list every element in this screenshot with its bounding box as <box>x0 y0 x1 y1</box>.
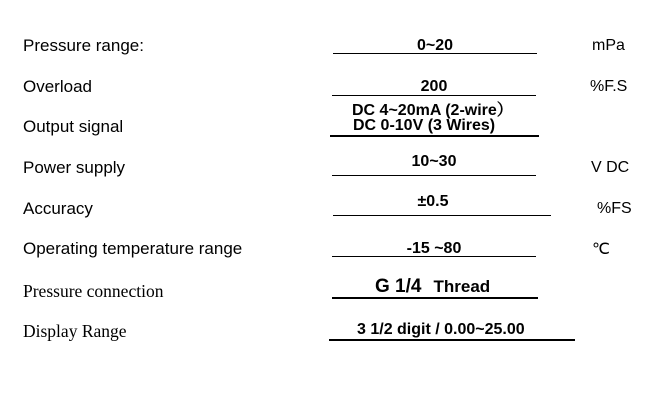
power-supply-underline <box>332 175 536 176</box>
power-supply-value: 10~30 <box>411 153 457 170</box>
overload-unit: %F.S <box>590 78 628 95</box>
output-signal-value-line2: DC 0-10V (3 Wires) <box>353 117 496 134</box>
operating-temperature-label: Operating temperature range <box>23 239 243 258</box>
pressure-range-label: Pressure range: <box>23 36 144 55</box>
overload-value: 200 <box>420 78 448 95</box>
overload-underline <box>332 95 536 96</box>
pressure-connection-underline <box>332 297 538 299</box>
power-supply-unit: V DC <box>591 159 630 176</box>
output-signal-value-line1: DC 4~20mA (2-wire） <box>352 102 513 119</box>
output-signal-underline <box>330 135 539 137</box>
accuracy-value: ±0.5 <box>417 193 449 210</box>
display-range-value: 3 1/2 digit / 0.00~25.00 <box>357 321 525 338</box>
operating-temperature-underline <box>332 256 536 257</box>
pressure-connection-size: G 1/4 <box>375 276 422 297</box>
operating-temperature-unit: ℃ <box>592 241 610 258</box>
pressure-range-unit: mPa <box>592 37 625 54</box>
power-supply-label: Power supply <box>23 158 126 177</box>
pressure-connection-value <box>375 276 490 298</box>
pressure-range-underline <box>333 53 537 54</box>
operating-temperature-value: -15 ~80 <box>406 240 462 257</box>
display-range-underline <box>329 339 575 341</box>
output-signal-label: Output signal <box>23 117 124 136</box>
pressure-range-value: 0~20 <box>416 37 454 54</box>
accuracy-underline <box>333 215 551 216</box>
pressure-connection-label: Pressure connection <box>23 281 164 301</box>
accuracy-unit: %FS <box>597 200 632 217</box>
display-range-label: Display Range <box>23 321 127 341</box>
overload-label: Overload <box>23 77 92 96</box>
pressure-connection-thread: Thread <box>433 277 491 296</box>
accuracy-label: Accuracy <box>23 199 93 218</box>
